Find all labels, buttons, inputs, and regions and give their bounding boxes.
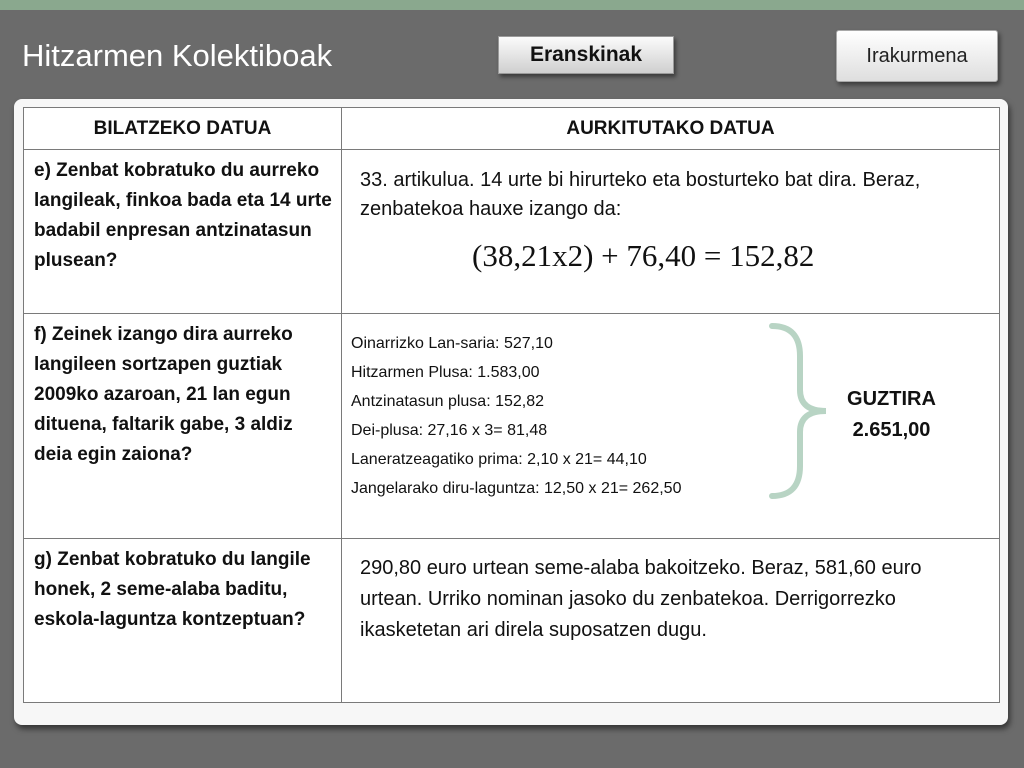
- question-e: e) Zenbat kobratuko du aurreko langileak, finkoa bada eta 14 urte badabil enpresan antzinatasun plusean?: [34, 160, 332, 271]
- list-item: Dei-plusa: 27,16 x 3= 81,48: [351, 422, 548, 439]
- answer-g-text: 290,80 euro urtean seme-alaba bakoitzeko. Beraz, 581,60 euro urtean. Urriko nominan jasoko du zenbatekoa. Derrigorrezko ikasketetan ari direla suposatzen dugu.: [360, 557, 922, 641]
- sortzapen-list: [351, 329, 781, 503]
- total-block: [824, 384, 959, 446]
- total-label: GUZTIRA: [847, 388, 936, 410]
- list-item: Laneratzeagatiko prima: 2,10 x 21= 44,10: [351, 451, 647, 468]
- top-accent-strip: [0, 0, 1024, 10]
- page-title: Hitzarmen Kolektiboak: [22, 38, 333, 73]
- answer-e-text: 33. artikulua. 14 urte bi hirurteko eta bosturteko bat dira. Beraz, zenbatekoa hauxe izango da:: [360, 169, 921, 220]
- list-item: Jangelarako diru-laguntza: 12,50 x 21= 262,50: [351, 480, 682, 497]
- total-value: 2.651,00: [852, 419, 931, 441]
- column-header-aurkitutako: AURKITUTAKO DATUA: [566, 118, 775, 139]
- formula-e: (38,21x2) + 76,40 = 152,82: [472, 238, 815, 273]
- data-table: [23, 107, 1000, 703]
- eranskinak-button[interactable]: Eranskinak: [498, 36, 674, 74]
- column-divider: [341, 108, 342, 702]
- question-f: f) Zeinek izango dira aurreko langileen sortzapen guztiak 2009ko azaroan, 21 lan egun dituena, faltarik gabe, 3 aldiz deia egin zaiona?: [34, 324, 293, 465]
- list-item: Hitzarmen Plusa: 1.583,00: [351, 364, 540, 381]
- question-g: g) Zenbat kobratuko du langile honek, 2 seme-alaba baditu, eskola-laguntza kontzeptuan?: [34, 549, 311, 630]
- list-item: Antzinatasun plusa: 152,82: [351, 393, 545, 410]
- column-header-bilatzeko: BILATZEKO DATUA: [93, 118, 272, 139]
- list-item: Oinarrizko Lan-saria: 527,10: [351, 335, 553, 352]
- irakurmena-button[interactable]: Irakurmena: [836, 30, 998, 82]
